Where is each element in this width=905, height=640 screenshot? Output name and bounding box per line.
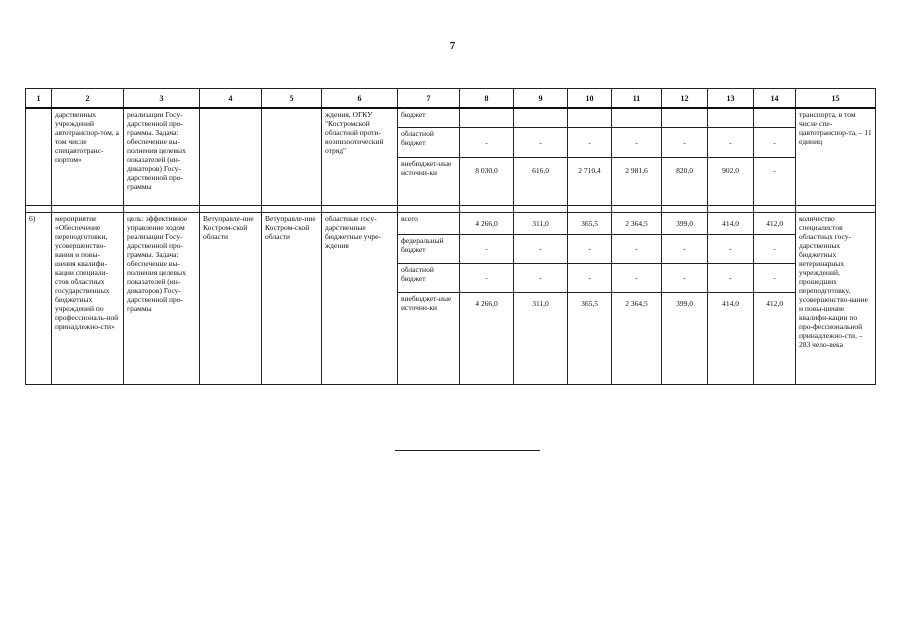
activity-name-cell: мероприятие «Обеспечение переподготовки, усовершенство-вания и повы-шения квалифи-кации специали-стов областных государственных бюджетных учреждений по профессиональ-ной принадлежно-сти»	[52, 212, 124, 384]
item-number-cell: 6)	[26, 212, 52, 384]
value-cell: -	[662, 263, 708, 292]
value-cell: -	[568, 263, 612, 292]
value-cell: 4 266,0	[460, 292, 514, 384]
header-cell: 12	[662, 89, 708, 109]
value-cell: 311,0	[514, 292, 568, 384]
value-cell: 2 981,6	[612, 157, 662, 205]
program-table	[25, 88, 876, 385]
header-cell: 5	[262, 89, 322, 109]
value-cell	[754, 108, 796, 127]
value-cell	[708, 108, 754, 127]
value-cell: -	[460, 127, 514, 157]
value-cell: -	[568, 234, 612, 263]
executor-cell	[262, 108, 322, 205]
value-cell: 902,0	[708, 157, 754, 205]
goal-cell: цель: эффективное управление ходом реализации Госу-дарственной про-граммы. Задача: обеспечение вы-полнения целевых показателей (ин-дикаторов) Госу-дарственной про-граммы	[124, 212, 200, 384]
value-cell: -	[612, 234, 662, 263]
value-cell: -	[708, 263, 754, 292]
header-cell: 2	[52, 89, 124, 109]
value-cell: 412,0	[754, 292, 796, 384]
value-cell: 820,0	[662, 157, 708, 205]
value-cell: -	[708, 127, 754, 157]
value-cell: -	[514, 263, 568, 292]
value-cell: -	[612, 263, 662, 292]
funding-source-cell: бюджет	[398, 108, 460, 127]
header-cell: 15	[796, 89, 876, 109]
funding-source-cell: областной бюджет	[398, 127, 460, 157]
value-cell: -	[708, 234, 754, 263]
spacer-row	[26, 205, 876, 212]
header-cell: 6	[322, 89, 398, 109]
funding-source-cell: областной бюджет	[398, 263, 460, 292]
value-cell: -	[514, 234, 568, 263]
value-cell	[568, 108, 612, 127]
funding-source-cell: федеральный бюджет	[398, 234, 460, 263]
value-cell	[612, 108, 662, 127]
value-cell: 4 266,0	[460, 212, 514, 234]
participants-cell: областные госу-дарственные бюджетные учре-ждения	[322, 212, 398, 384]
funding-source-cell: внебюджет-ные источни-ки	[398, 157, 460, 205]
funding-source-cell: внебюджет-ные источни-ки	[398, 292, 460, 384]
header-cell: 7	[398, 89, 460, 109]
value-cell: 2 364,5	[612, 292, 662, 384]
value-cell: -	[754, 127, 796, 157]
goal-cell: реализации Госу-дарственной про-граммы. Задача: обеспечение вы-полнения целевых показателей (ин-дикаторов) Госу-дарственной про-граммы	[124, 108, 200, 205]
value-cell: 412,0	[754, 212, 796, 234]
header-cell: 10	[568, 89, 612, 109]
value-cell	[460, 108, 514, 127]
header-cell: 14	[754, 89, 796, 109]
activity-name-cell: дарственных учреждений автотранспор-том, а том числе спецавтотранс-портом»	[52, 108, 124, 205]
value-cell: 365,5	[568, 292, 612, 384]
header-cell: 4	[200, 89, 262, 109]
header-cell: 13	[708, 89, 754, 109]
funding-source-cell: всего	[398, 212, 460, 234]
page-number: 7	[449, 40, 456, 52]
value-cell: 414,0	[708, 212, 754, 234]
value-cell: -	[754, 157, 796, 205]
value-cell: -	[662, 127, 708, 157]
indicator-cell: транспорта, в том числе спе-цавтотранспор-та, – 11 единиц	[796, 108, 876, 205]
header-cell: 3	[124, 89, 200, 109]
coordinator-cell	[200, 108, 262, 205]
value-cell: 365,5	[568, 212, 612, 234]
value-cell: 399,0	[662, 212, 708, 234]
value-cell: -	[514, 127, 568, 157]
value-cell: -	[460, 234, 514, 263]
value-cell: -	[754, 263, 796, 292]
header-cell: 8	[460, 89, 514, 109]
value-cell: -	[568, 127, 612, 157]
header-row	[26, 89, 876, 109]
item-number-cell	[26, 108, 52, 205]
value-cell: 399,0	[662, 292, 708, 384]
value-cell	[514, 108, 568, 127]
value-cell: 311,0	[514, 212, 568, 234]
value-cell: 8 030,0	[460, 157, 514, 205]
header-cell: 11	[612, 89, 662, 109]
coordinator-cell: Ветуправле-ние Костром-ской области	[200, 212, 262, 384]
value-cell: 414,0	[708, 292, 754, 384]
value-cell: -	[460, 263, 514, 292]
value-cell	[662, 108, 708, 127]
footer-separator-line	[395, 450, 540, 451]
value-cell: -	[612, 127, 662, 157]
indicator-cell: количество специалистов областных госу-дарственных бюджетных ветеринарных учреждений, прошедших переподготовку, усовершенство-вание и повы-шение квалифи-кации по про-фессиональной принадлежно-сти, – 283 чело-века	[796, 212, 876, 384]
table-row	[26, 212, 876, 234]
header-cell: 9	[514, 89, 568, 109]
table-row	[26, 108, 876, 127]
header-cell: 1	[26, 89, 52, 109]
participants-cell: ждения, ОГКУ "Костромской областной проти-воэпизоотический отряд"	[322, 108, 398, 205]
value-cell: 616,0	[514, 157, 568, 205]
value-cell: 2 710,4	[568, 157, 612, 205]
executor-cell: Ветуправле-ние Костром-ской области	[262, 212, 322, 384]
value-cell: 2 364,5	[612, 212, 662, 234]
value-cell: -	[754, 234, 796, 263]
value-cell: -	[662, 234, 708, 263]
